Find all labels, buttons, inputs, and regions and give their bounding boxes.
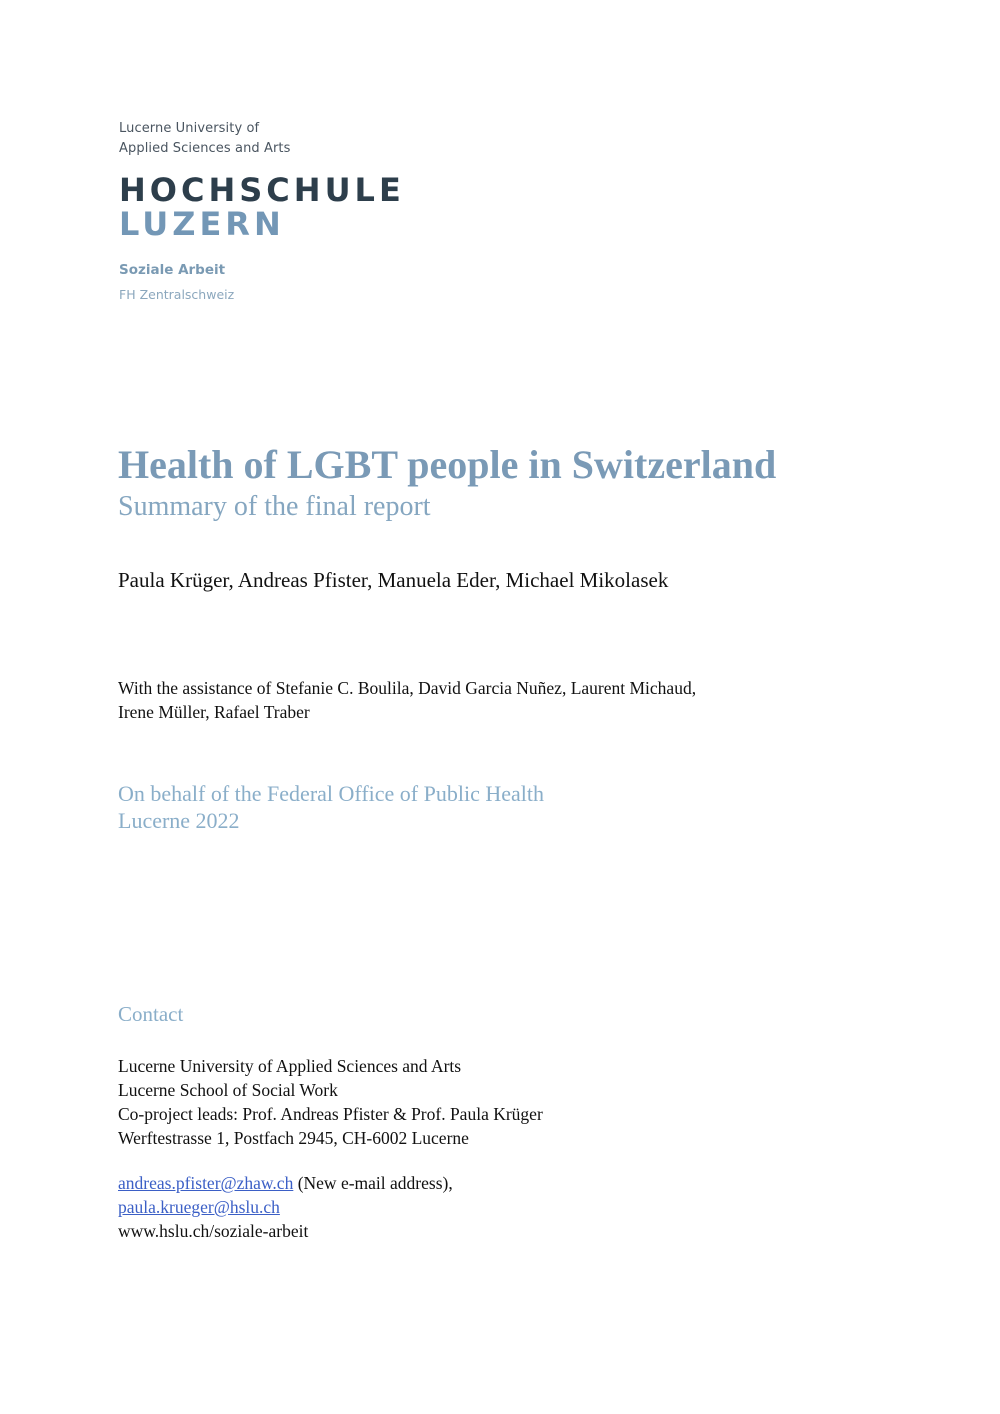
document-title: Health of LGBT people in Switzerland (118, 442, 777, 487)
logo-wordmark-luzern: LUZERN (119, 205, 285, 243)
assistance-credits (118, 676, 838, 724)
contact-line: Co-project leads: Prof. Andreas Pfister & Prof. Paula Krüger (118, 1104, 543, 1124)
logo-region: FH Zentralschweiz (119, 287, 235, 302)
assistance-line1: With the assistance of Stefanie C. Boulila, David Garcia Nuñez, Laurent Michaud, (118, 678, 697, 698)
contact-line: Lucerne University of Applied Sciences and Arts (118, 1056, 462, 1076)
author-list: Paula Krüger, Andreas Pfister, Manuela Eder, Michael Mikolasek (118, 568, 669, 592)
email-link-pfister[interactable]: andreas.pfister@zhaw.ch (118, 1173, 294, 1193)
assistance-line2: Irene Müller, Rafael Traber (118, 702, 310, 722)
contact-heading: Contact (118, 1002, 184, 1026)
contact-links (118, 1171, 453, 1243)
email-note: (New e-mail address), (293, 1173, 453, 1193)
institution-logo (119, 119, 405, 303)
logo-university-line1: Lucerne University of (119, 121, 260, 136)
commission-line1: On behalf of the Federal Office of Public Health (118, 781, 545, 806)
logo-wordmark-hochschule: HOCHSCHULE (119, 171, 405, 209)
logo-university-line2: Applied Sciences and Arts (119, 141, 291, 156)
contact-line: Lucerne School of Social Work (118, 1080, 338, 1100)
logo-department: Soziale Arbeit (119, 262, 226, 278)
contact-address (118, 1054, 543, 1150)
email-link-krueger[interactable]: paula.krueger@hslu.ch (118, 1197, 280, 1217)
contact-line: Werftestrasse 1, Postfach 2945, CH-6002 Lucerne (118, 1128, 469, 1148)
email-line-2 (118, 1195, 453, 1219)
email-line-1 (118, 1171, 453, 1195)
commission-line2: Lucerne 2022 (118, 808, 240, 833)
website-text: www.hslu.ch/soziale-arbeit (118, 1221, 309, 1241)
document-subtitle: Summary of the final report (118, 491, 431, 522)
commission-info (118, 780, 544, 834)
